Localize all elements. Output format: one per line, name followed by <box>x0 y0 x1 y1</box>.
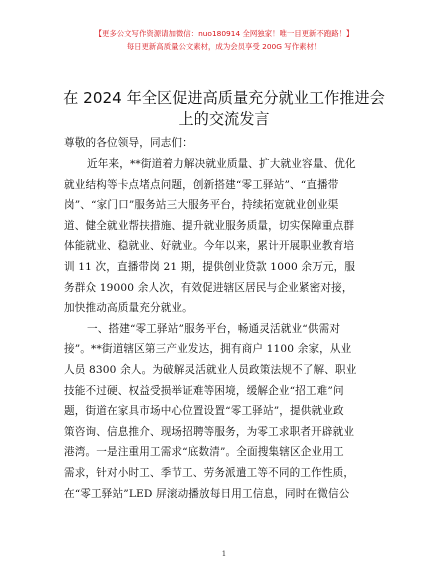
salutation: 尊敬的各位领导，同志们： <box>64 137 193 149</box>
document-body <box>64 154 389 504</box>
paragraph-1-line: 近年来，**街道着力解决就业质量、扩大就业容量、优化 <box>87 158 356 170</box>
paragraph-2-line: 人员 8300 余人。为破解灵活就业人员政策法规不了解、职业 <box>64 363 357 376</box>
paragraph-2-line: 在“零工驿站”LED 屏滚动播放每日用工信息，同时在微信公 <box>64 487 350 500</box>
page-number: 1 <box>221 550 227 558</box>
paragraph-2-line: 题，街道在家具市场中心位置设置“零工驿站”，提供就业政 <box>64 405 344 418</box>
banner-line-1: 【更多公文写作资源请加微信：nuo180914 全网独家！唯一目更新不跑路！】 <box>94 29 354 38</box>
paragraph-2-line: 技能不过硬、权益受损举证难等困境，缓解企业“招工难”问 <box>64 384 344 397</box>
paragraph-2-line: 接”。**街道辖区第三产业发达，拥有商户 1100 余家，从业 <box>64 343 352 356</box>
paragraph-2-line: 需求，针对小时工、季节工、劳务派遣工等不同的工作性质， <box>64 466 355 479</box>
header-banner <box>0 27 448 53</box>
title-line-2: 上的交流发言 <box>178 110 270 128</box>
paragraph-1-line: 训 11 次，直播带岗 21 期，提供创业贷款 1000 余万元，服 <box>64 260 356 273</box>
paragraph-1-line: 体能就业、稳就业、好就业。今年以来，累计开展职业教育培 <box>64 240 355 253</box>
paragraph-2-line: 港湾。一是注重用工需求“底数清”。全面搜集辖区企业用工 <box>64 446 344 459</box>
title-line-1: 在 2024 年全区促进高质量充分就业工作推进会 <box>63 89 385 107</box>
paragraph-1-line: 道、健全就业帮扶措施、提升就业服务质量，切实保障重点群 <box>64 219 355 232</box>
paragraph-1-line: 就业结构等卡点堵点问题，创新搭建“零工驿站”、“直播带 <box>64 178 339 191</box>
paragraph-1-line: 岗”、“家门口”服务站三大服务平台，持续拓宽就业创业渠 <box>64 199 339 212</box>
paragraph-2-line: 策咨询、信息推介、现场招聘等服务，为零工求职者开辟就业 <box>64 425 355 438</box>
document-title <box>0 88 448 130</box>
banner-line-2: 每日更新高质量公文素材，成为会员享受 200G 写作素材！ <box>126 42 322 51</box>
paragraph-1-line: 务群众 19000 余人次，有效促进辖区居民与企业紧密对接， <box>64 281 353 294</box>
paragraph-2-line: 一、搭建“零工驿站”服务平台，畅通灵活就业“供需对 <box>87 322 341 335</box>
paragraph-1-line: 加快推动高质量充分就业。 <box>64 302 193 315</box>
